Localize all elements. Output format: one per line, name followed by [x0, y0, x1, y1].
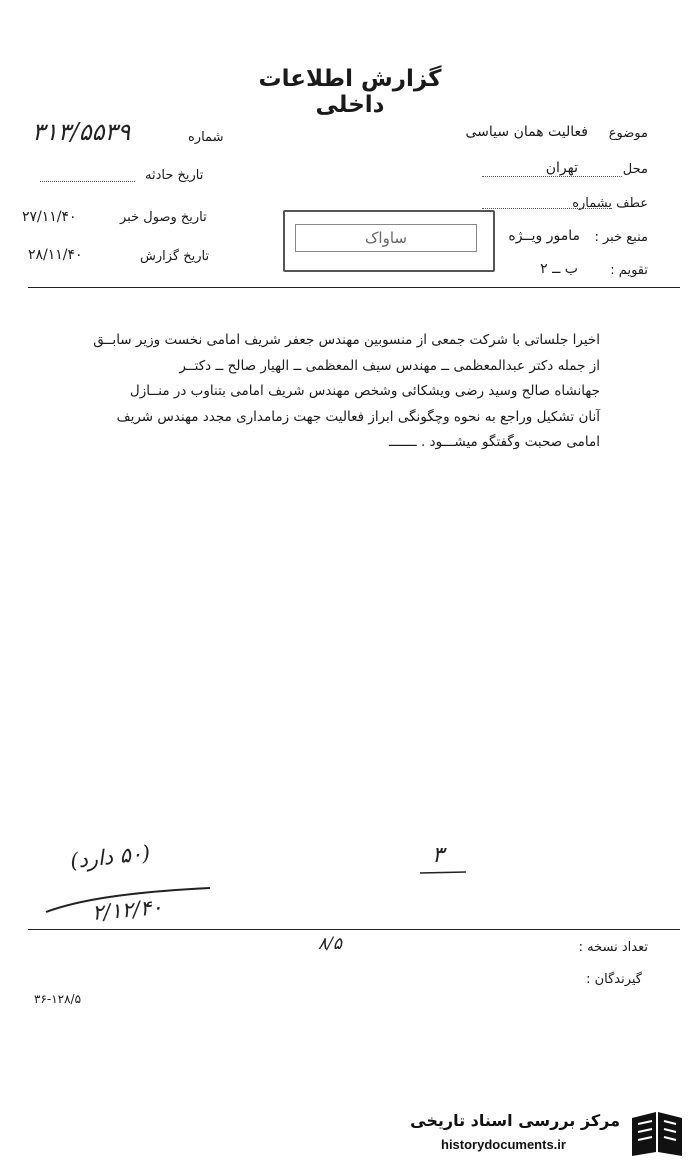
number-label: شماره — [188, 130, 224, 145]
body-line: آنان تشکیل وراجع به نحوه وچگونگی ابراز فعالیت جهت زمامداری مجدد مهندس شریف — [116, 408, 600, 425]
copies-label: تعداد نسخه : — [578, 940, 648, 955]
book-logo-icon — [628, 1108, 686, 1158]
handwritten-note-date: ۲/۱۲/۴۰ — [91, 894, 164, 926]
source-label: منبع خبر : — [594, 230, 648, 245]
event-date-dotted-line — [40, 181, 135, 182]
reference-label: عطف بشماره — [572, 196, 648, 211]
footer-divider — [28, 929, 680, 930]
agency-stamp — [283, 210, 495, 272]
handwritten-underline — [418, 868, 468, 878]
document-title: گزارش اطلاعات داخلی — [258, 66, 442, 118]
place-label: محل — [622, 162, 648, 177]
report-date-label: تاریخ گزارش — [140, 249, 210, 264]
event-date-label: تاریخ حادثه — [145, 168, 204, 183]
handwritten-note-lower: ۸/۵ — [318, 934, 342, 954]
body-line: جهانشاه صالح وسید رضی ویشکائی وشخص مهندس شریف امامی بتناوب در منــازل — [129, 383, 600, 399]
body-line: اخیرا جلساتی با شرکت جمعی از منسوبین مهندس جعفر شریف امامی نخست وزیر سابــق — [93, 332, 600, 348]
header-divider — [28, 287, 680, 288]
evaluation-label: تقویم : — [610, 263, 648, 278]
received-date-value: ۲۷/۱۱/۴۰ — [22, 209, 77, 225]
subject-value: فعالیت همان سیاسی — [465, 124, 588, 140]
report-body — [45, 328, 600, 456]
received-date-label: تاریخ وصول خبر — [120, 210, 207, 225]
stamp-text: ساواک — [295, 224, 477, 252]
place-dotted-line — [482, 176, 622, 177]
form-code: ۳۶-۱۲۸/۵ — [34, 992, 82, 1006]
handwritten-note-middle: ۳ — [432, 843, 444, 868]
body-line: از جمله دکتر عبدالمعظمی ــ مهندس سیف المعظمی ــ الهیار صالح ــ دکتــر — [179, 357, 600, 374]
place-value: تهران — [545, 160, 578, 176]
watermark-text-fa: مرکز بررسی اسناد تاریخی — [410, 1111, 620, 1130]
source-value: مامور ویــژه — [508, 228, 580, 244]
reference-dotted-line — [482, 208, 612, 209]
number-value: ۳۱۳/۵۵۳۹ — [32, 118, 131, 146]
recipients-label: گیرندگان : — [586, 972, 642, 987]
watermark-text-en: historydocuments.ir — [441, 1137, 566, 1152]
evaluation-value: ب ــ ۲ — [540, 261, 578, 277]
subject-label: موضوع — [608, 126, 648, 141]
handwritten-note-top-left: (۵۰ دارد) — [68, 840, 152, 874]
body-line: امامی صحبت وگفتگو میشـــود . ـــــــ — [389, 434, 600, 450]
report-date-value: ۲۸/۱۱/۴۰ — [28, 247, 83, 263]
